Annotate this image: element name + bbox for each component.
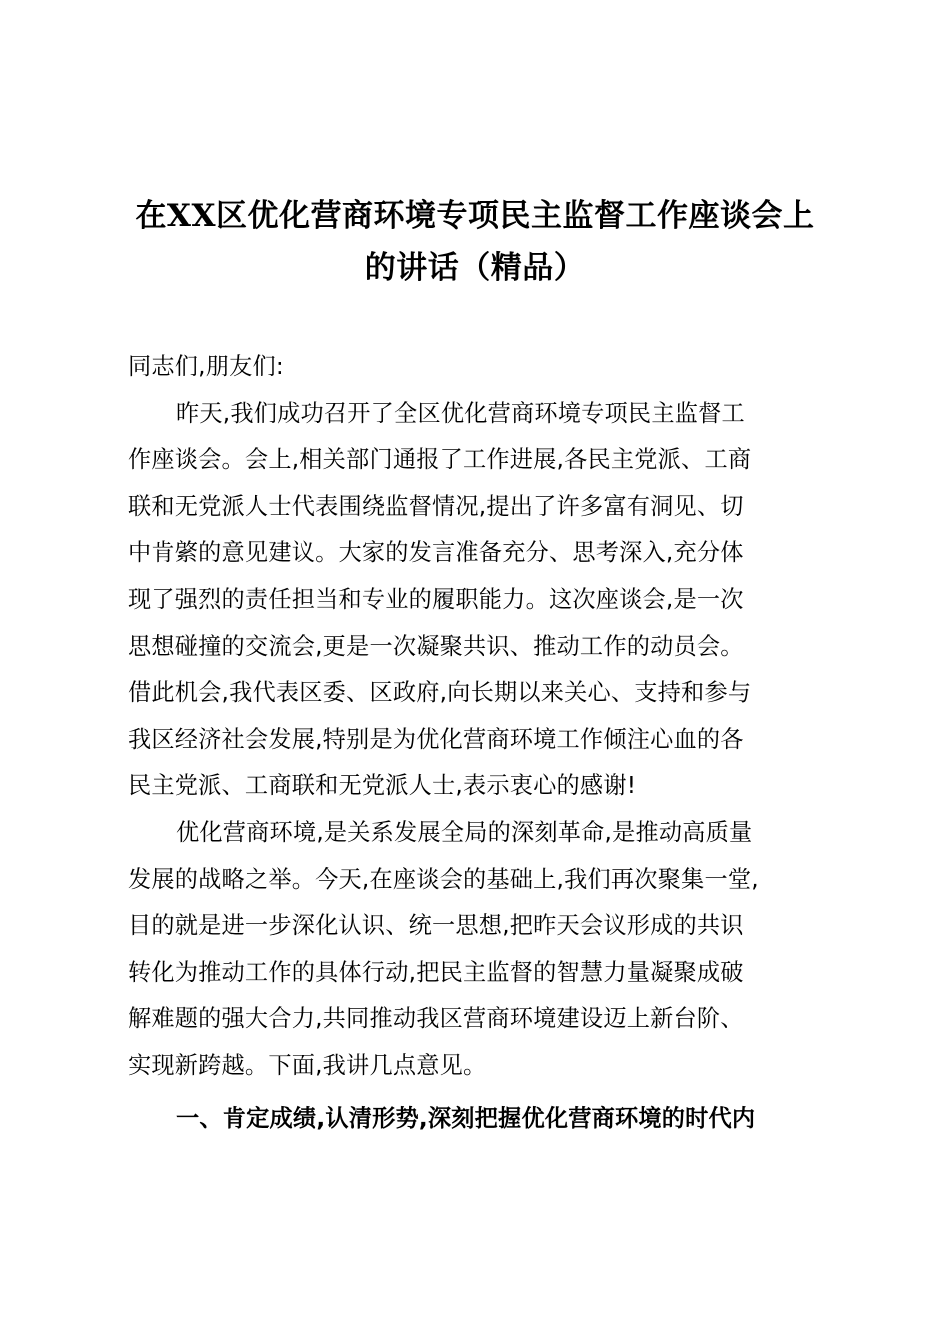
salutation: 同志们,朋友们: <box>128 353 284 380</box>
paragraph-line: 民主党派、工商联和无党派人士,表示衷心的感谢! <box>128 772 637 800</box>
paragraph-2 <box>128 810 822 1090</box>
paragraph-line: 发展的战略之举。今天,在座谈会的基础上,我们再次聚集一堂, <box>128 865 759 893</box>
paragraph-line: 作座谈会。会上,相关部门通报了工作进展,各民主党派、工商 <box>128 446 752 474</box>
title-line-2: 的讲话（精品） <box>364 250 586 286</box>
paragraph-line: 转化为推动工作的具体行动,把民主监督的智慧力量凝聚成破 <box>128 958 744 986</box>
paragraph-line: 解难题的强大合力,共同推动我区营商环境建设迈上新台阶、 <box>128 1005 744 1033</box>
paragraph-line: 目的就是进一步深化认识、统一思想,把昨天会议形成的共识 <box>128 912 744 940</box>
section-heading: 一、肯定成绩,认清形势,深刻把握优化营商环境的时代内 <box>176 1104 756 1132</box>
paragraph-1 <box>128 391 822 810</box>
paragraph-line: 思想碰撞的交流会,更是一次凝聚共识、推动工作的动员会。 <box>128 632 744 660</box>
paragraph-line: 昨天,我们成功召开了全区优化营商环境专项民主监督工 <box>176 399 745 427</box>
paragraph-line: 联和无党派人士代表围绕监督情况,提出了许多富有洞见、切 <box>128 492 744 520</box>
paragraph-line: 现了强烈的责任担当和专业的履职能力。这次座谈会,是一次 <box>128 585 744 613</box>
paragraph-line: 中肯綮的意见建议。大家的发言准备充分、思考深入,充分体 <box>128 539 744 567</box>
title-line-1: 在XX区优化营商环境专项民主监督工作座谈会上 <box>135 198 815 234</box>
paragraph-line: 借此机会,我代表区委、区政府,向长期以来关心、支持和参与 <box>128 679 752 707</box>
document-body <box>128 344 822 1142</box>
document-title <box>128 190 822 294</box>
paragraph-line: 实现新跨越。下面,我讲几点意见。 <box>128 1051 487 1079</box>
paragraph-line: 我区经济社会发展,特别是为优化营商环境工作倾注心血的各 <box>128 725 744 753</box>
paragraph-line: 优化营商环境,是关系发展全局的深刻革命,是推动高质量 <box>176 818 753 846</box>
